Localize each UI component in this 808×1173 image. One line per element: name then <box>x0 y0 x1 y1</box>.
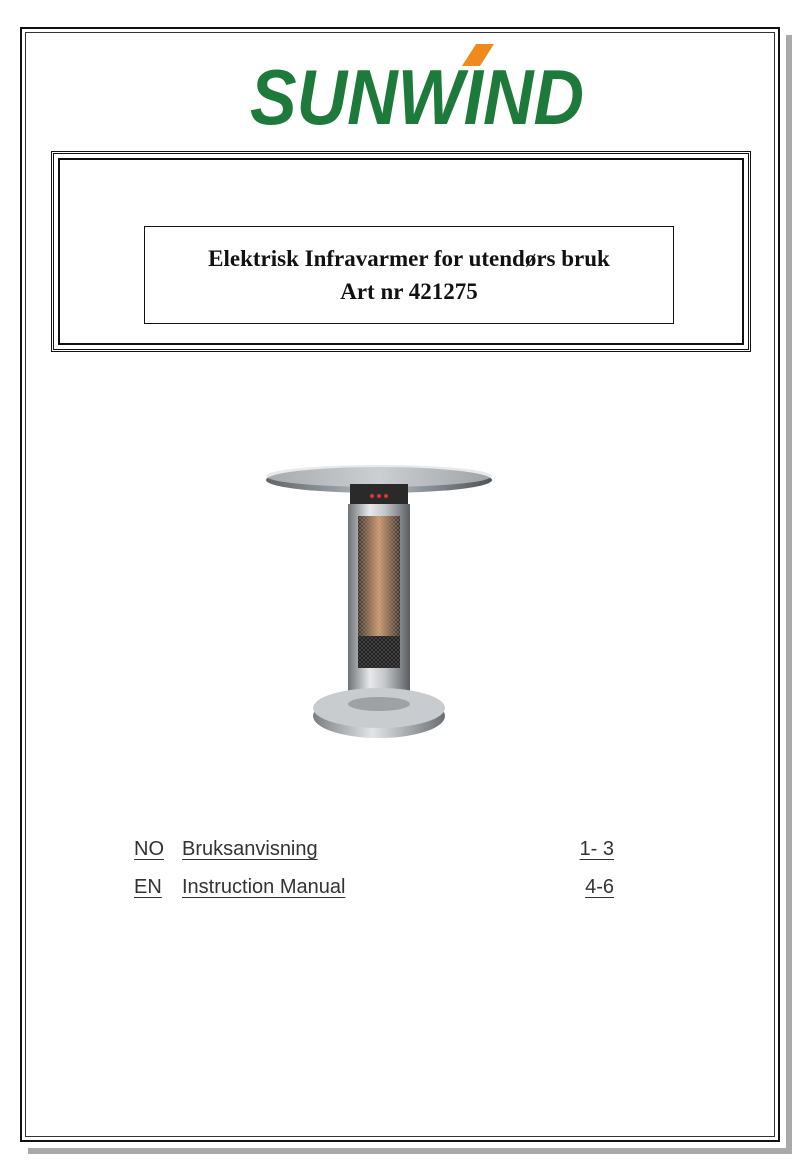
title-box <box>144 226 674 324</box>
toc-language-code: EN <box>134 876 162 898</box>
sunwind-logo-image <box>248 40 588 132</box>
toc-page-range: 1- 3 <box>579 838 614 860</box>
toc-language-code: NO <box>134 838 164 860</box>
patio-heater-table-icon <box>262 420 494 760</box>
document-title: Elektrisk Infravarmer for utendørs bruk <box>208 245 610 271</box>
product-photo <box>262 420 494 760</box>
toc-row-no[interactable] <box>134 836 614 874</box>
logo-wordmark: SUNWIND <box>250 53 584 132</box>
toc-row-en[interactable] <box>134 874 614 912</box>
toc-section-title[interactable]: Instruction Manual <box>182 876 346 898</box>
toc-section-title[interactable]: Bruksanvisning <box>182 838 318 860</box>
article-number: Art nr 421275 <box>340 279 478 304</box>
toc-page-range: 4-6 <box>585 876 614 898</box>
language-toc <box>134 836 614 912</box>
sunwind-logo <box>248 40 588 132</box>
